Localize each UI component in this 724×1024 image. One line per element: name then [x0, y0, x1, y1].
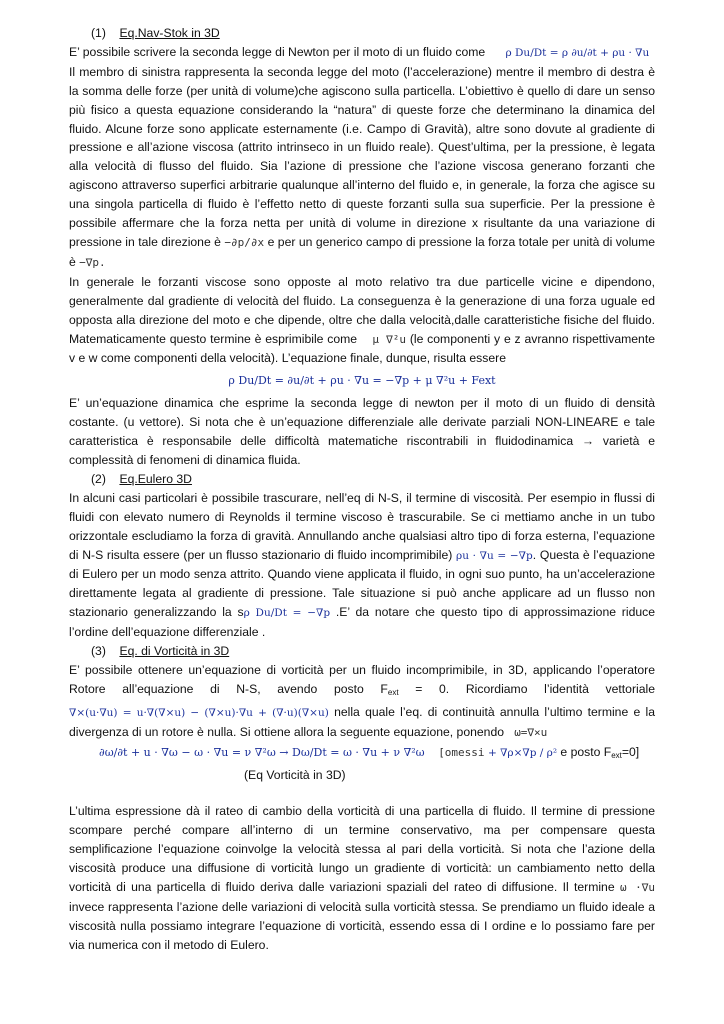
paragraph: [69, 661, 655, 743]
paragraph-text: invece rappresenta l’azione delle variazioni di velocità sulla vorticità stessa. Se prendiamo un fluido ideale a viscosità nulla possiamo integrare l’equazione di vorticità, essendo essa di I ordine e lo possiamo fare per via numerica con il metodo di Eulero.: [69, 899, 655, 952]
section-heading-navier-stokes: [69, 24, 655, 43]
subscript: ext: [387, 687, 399, 697]
heading-title: Eq. di Vorticità in 3D: [119, 644, 230, 659]
inline-equation: ρu · ∇u = −∇p: [456, 549, 533, 562]
inline-equation: ρ Du/Dt = −∇p: [243, 607, 331, 620]
document-page: [69, 24, 655, 955]
inline-equation: ρ Du/Dt = ρ ∂u/∂t + ρu · ∇u: [505, 46, 650, 59]
heading-number: (3): [91, 644, 106, 659]
heading-number: (1): [91, 26, 106, 40]
inline-math: −∂p/∂x: [224, 235, 265, 249]
paragraph-text: (le componenti y e z avranno rispettivamente v e w come componenti della velocità). L’equazione finale, dunque, risulta essere: [69, 331, 655, 366]
paragraph-text: E’ possibile ottenere un’equazione di vorticità per un fluido incomprimibile, in 3D, applicando l’operatore Rotore all’equazione di N-S, avendo posto F: [69, 663, 655, 696]
navier-stokes-equation: ρ Du/Dt = ∂u/∂t + ρu · ∇u = −∇p + μ ∇²u + Fext: [228, 374, 496, 388]
section-heading-vorticity: [69, 642, 655, 661]
paragraph-text: .E’ da notare che questo tipo di approssimazione riduce l’ordine dell’equazione differenziale .: [69, 605, 656, 640]
paragraph-text: nella quale l’eq. di continuità annulla l’ultimo termine e la divergenza di un rotore è nulla. Si ottiene allora la seguente equazione, ponendo: [69, 704, 655, 739]
equation-note: [omessi: [438, 745, 485, 759]
inline-equation: + ∇ρ×∇p / ρ²: [487, 746, 558, 759]
paragraph-text: In generale le forzanti viscose sono opposte al moto relativo tra due particelle vicine e dipendono, generalmente dal gradiente di velocità del fluido. La conseguenza è la generazione di una forza uguale ed opposta alla direzione del moto e che dipende, oltre che dalla velocità,dalle caratteristiche fisiche del fluido. Matematicamente questo termine è esprimibile come: [69, 274, 655, 346]
paragraph-text: E’ possibile scrivere la seconda legge di Newton per il moto di un fluido come: [69, 44, 486, 59]
paragraph: [69, 489, 655, 642]
inline-math: ω ·∇u: [619, 881, 655, 895]
equation-note: =0]: [621, 744, 640, 759]
paragraph: [69, 63, 655, 273]
heading-title: Eq.Eulero 3D: [119, 471, 192, 486]
vorticity-equation: ∂ω/∂t + u · ∇ω − ω · ∇u = ν ∇²ω → Dω/Dt = ω · ∇u + ν ∇²ω: [99, 745, 425, 759]
paragraph-text: . Questa è l’equazione di Eulero per un modo senza attrito. Quando viene applicata il fluido, in ogni suo punto, ha un’accelerazione direttamente legata al gradiente di pressione. Tale situazione si può anche applicare ad un flusso non stazionario generalizzando la s: [69, 547, 656, 620]
vorticity-equation-line: [69, 743, 655, 766]
paragraph: [69, 43, 655, 63]
inline-math: μ ∇²u: [372, 332, 406, 346]
subscript: ext: [611, 750, 622, 760]
section-heading-euler: [69, 470, 655, 489]
inline-equation: ∇×(u·∇u) = u·∇(∇×u) − (∇×u)·∇u + (∇·u)(∇×u): [69, 706, 329, 719]
paragraph-text: Il membro di sinistra rappresenta la seconda legge del moto (l’accelerazione) mentre il membro di destra è la somma delle forze (per unità di volume)che agiscono sulla particella. L’obiettivo è quello di dare un senso più fisico a questa equazione considerando la “natura” di queste forze che determinano la dinamica del fluido. Alcune forze sono applicate esternamente (i.e. Campo di Gravità), altre sono dovute al gradiente di pressione e all’azione viscosa (attrito intrinseco in un fluido reale). Quest’ultima, per la pressione, è legata alla velocità di flusso del fluido. Sia l’azione di pressione che l’azione viscosa generano forzanti che agiscono attraverso superfici arbitrarie qualunque all’interno del fluido e, in generale, la forza che agisce su una singola particella di fluido è l’effetto netto di queste forzanti sulla sua superficie. Per la pressione è possibile affermare che la forza netta per unità di volume in direzione x risultante da una variazione di pressione in tale direzione è: [69, 64, 655, 249]
paragraph-text: e per un generico campo di pressione la forza totale per unità di volume è: [69, 234, 656, 269]
paragraph: E’ un’equazione dinamica che esprime la seconda legge di newton per il moto di un fluido di densità costante. (u vettore). Si nota che è un’equazione differenziale alle derivate parziali NON-LINEARE e tale caratteristica è responsabile delle difficoltà matematiche riscontrabili in fluidodinamica → varietà e complessità di fenomeni di dinamica fluida.: [69, 396, 655, 468]
paragraph-text: In alcuni casi particolari è possibile trascurare, nell’eq di N-S, il termine di viscosità. Per esempio in flussi di fluidi con elevato numero di Reynolds il termine viscoso è trascurabile. Se ci mettiamo anche in un tubo orizzontale escludiamo la forza di gravità. Annullando anche qualsiasi altro tipo di forza esterna, l’equazione di N-S risulta essere (per un flusso stazionario di fluido incomprimibile): [69, 490, 655, 562]
paragraph-text: L’ultima espressione dà il rateo di cambio della vorticità di una particella di fluido. Il termine di pressione scompare perché compare all’interno di un termine conservativo, ma per compensare questa semplificazione l’equazione coinvolge la velocità stessa al pari della vorticità. Si nota che l’azione della viscosità produce una diffusione di vorticità lungo un gradiente di vorticità: un cambiamento netto della vorticità di una particella di fluido deriva dalle variazioni spaziali del rateo di diffusione. Il termine: [69, 804, 655, 895]
equation-caption: (Eq Vorticità in 3D): [244, 767, 346, 782]
heading-number: (2): [91, 471, 106, 486]
equation-note: e posto F: [560, 744, 612, 759]
inline-math: −∇p.: [79, 255, 106, 269]
paragraph: [69, 802, 655, 954]
paragraph-text: = 0. Ricordiamo l’identità vettoriale: [398, 681, 655, 696]
spacer: [69, 784, 655, 802]
inline-math: ω=∇×u: [514, 725, 548, 739]
heading-title: Eq.Nav-Stok in 3D: [119, 26, 220, 40]
paragraph: [69, 273, 655, 369]
